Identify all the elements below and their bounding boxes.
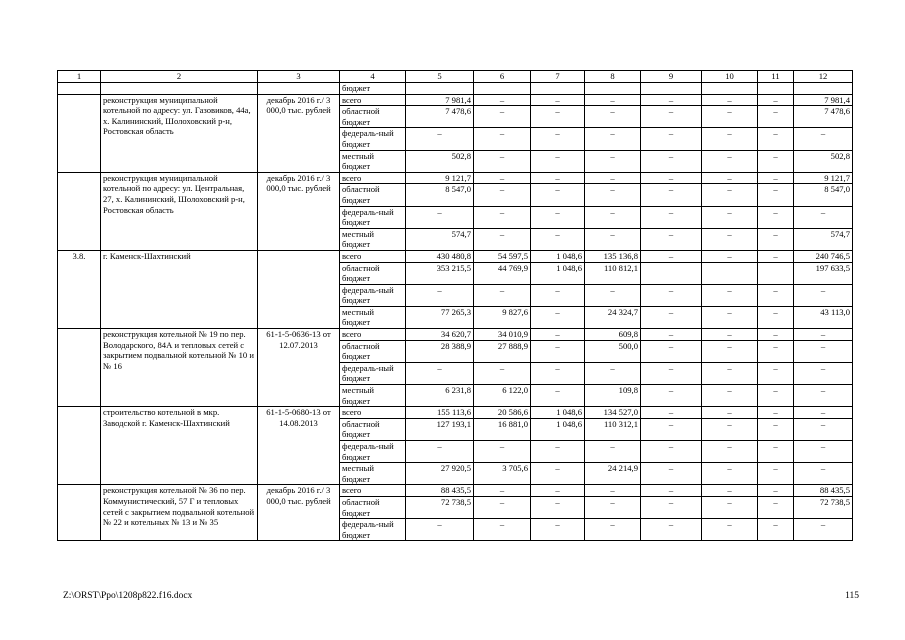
- amount-cell: –: [641, 228, 702, 250]
- amount-cell: 353 215,5: [406, 262, 474, 284]
- amount-cell: –: [641, 418, 702, 440]
- column-number-5: 5: [406, 71, 474, 83]
- amount-cell: 135 136,8: [585, 250, 641, 262]
- continuation-row: [58, 83, 853, 95]
- column-number-7: 7: [531, 71, 585, 83]
- amount-cell: 110 312,1: [585, 418, 641, 440]
- amount-cell: –: [758, 485, 794, 497]
- amount-cell: 6 231,8: [406, 385, 474, 407]
- amount-cell: –: [758, 94, 794, 106]
- amount-cell: –: [702, 385, 758, 407]
- column-number-12: 12: [794, 71, 853, 83]
- column-number-6: 6: [474, 71, 531, 83]
- amount-cell: –: [758, 150, 794, 172]
- amount-cell: –: [702, 496, 758, 518]
- amount-cell: 502,8: [794, 150, 853, 172]
- amount-cell: –: [641, 306, 702, 328]
- amount-cell: –: [758, 463, 794, 485]
- amount-cell: 88 435,5: [794, 485, 853, 497]
- amount-cell: –: [794, 329, 853, 341]
- amount-cell: –: [585, 150, 641, 172]
- amount-cell: –: [641, 284, 702, 306]
- amount-cell: –: [531, 385, 585, 407]
- amount-cell: 1 048,6: [531, 418, 585, 440]
- funding-source: всего: [340, 407, 406, 419]
- funding-source: областной бюджет: [340, 418, 406, 440]
- amount-cell: –: [531, 184, 585, 206]
- table-row: [58, 407, 853, 419]
- amount-cell: –: [474, 519, 531, 541]
- amount-cell: –: [585, 184, 641, 206]
- amount-cell: –: [474, 172, 531, 184]
- amount-cell: –: [585, 94, 641, 106]
- funding-source: местный бюджет: [340, 385, 406, 407]
- column-number-header: [58, 71, 853, 83]
- amount-cell: –: [585, 206, 641, 228]
- amount-cell: –: [474, 485, 531, 497]
- amount-cell: –: [758, 362, 794, 384]
- project-document: 61-1-5-0636-13 от 12.07.2013: [258, 329, 340, 407]
- funding-source: федераль-ный бюджет: [340, 284, 406, 306]
- page-number: 115: [845, 591, 859, 601]
- object-name: реконструкция котельной № 19 по пер. Володарского, 84А и тепловых сетей с закрытием подвальной котельной № 10 и № 16: [101, 329, 258, 407]
- amount-cell: –: [702, 94, 758, 106]
- funding-source: федераль-ный бюджет: [340, 519, 406, 541]
- amount-cell: –: [641, 385, 702, 407]
- amount-cell: 609,8: [585, 329, 641, 341]
- amount-cell: 27 920,5: [406, 463, 474, 485]
- amount-cell: –: [702, 228, 758, 250]
- amount-cell: –: [641, 519, 702, 541]
- amount-cell: –: [758, 418, 794, 440]
- amount-cell: –: [758, 206, 794, 228]
- item-number: [58, 94, 101, 172]
- amount-cell: –: [585, 128, 641, 150]
- table-row: [58, 329, 853, 341]
- amount-cell: –: [641, 172, 702, 184]
- amount-cell: –: [474, 441, 531, 463]
- amount-cell: –: [474, 150, 531, 172]
- column-number-10: 10: [702, 71, 758, 83]
- funding-source: федераль-ный бюджет: [340, 441, 406, 463]
- column-number-4: 4: [340, 71, 406, 83]
- amount-cell: 7 981,4: [406, 94, 474, 106]
- amount-cell: –: [585, 441, 641, 463]
- amount-cell: –: [585, 284, 641, 306]
- amount-cell: –: [702, 362, 758, 384]
- amount-cell: 8 547,0: [406, 184, 474, 206]
- amount-cell: 72 738,5: [794, 496, 853, 518]
- project-document: декабрь 2016 г./ 3 000,0 тыс. рублей: [258, 94, 340, 172]
- amount-cell: –: [531, 340, 585, 362]
- amount-cell: 1 048,6: [531, 262, 585, 284]
- project-document: [258, 250, 340, 328]
- amount-cell: –: [406, 284, 474, 306]
- object-name: строительство котельной в мкр. Заводской г. Каменск-Шахтинский: [101, 407, 258, 485]
- amount-cell: –: [406, 441, 474, 463]
- amount-cell: –: [531, 150, 585, 172]
- amount-cell: 72 738,5: [406, 496, 474, 518]
- amount-cell: –: [702, 441, 758, 463]
- item-number: [58, 172, 101, 250]
- amount-cell: 500,0: [585, 340, 641, 362]
- amount-cell: 34 010,9: [474, 329, 531, 341]
- item-number: 3.8.: [58, 250, 101, 328]
- amount-cell: –: [531, 496, 585, 518]
- column-number-9: 9: [641, 71, 702, 83]
- amount-cell: –: [585, 106, 641, 128]
- amount-cell: –: [794, 128, 853, 150]
- amount-cell: –: [758, 106, 794, 128]
- amount-cell: –: [641, 362, 702, 384]
- funding-source: всего: [340, 172, 406, 184]
- amount-cell: 8 547,0: [794, 184, 853, 206]
- object-name: г. Каменск-Шахтинский: [101, 250, 258, 328]
- amount-cell: –: [702, 206, 758, 228]
- amount-cell: –: [794, 519, 853, 541]
- amount-cell: [702, 262, 758, 284]
- amount-cell: –: [641, 128, 702, 150]
- amount-cell: 134 527,0: [585, 407, 641, 419]
- amount-cell: [758, 262, 794, 284]
- funding-source: всего: [340, 250, 406, 262]
- object-name: реконструкция муниципальной котельной по адресу: ул. Центральная, 27, х. Калининский, Шолоховский р-н, Ростовская область: [101, 172, 258, 250]
- amount-cell: 155 113,6: [406, 407, 474, 419]
- amount-cell: –: [758, 250, 794, 262]
- amount-cell: –: [641, 106, 702, 128]
- amount-cell: 7 478,6: [406, 106, 474, 128]
- amount-cell: –: [474, 496, 531, 518]
- amount-cell: 197 633,5: [794, 262, 853, 284]
- amount-cell: –: [702, 485, 758, 497]
- amount-cell: –: [641, 407, 702, 419]
- amount-cell: –: [531, 463, 585, 485]
- amount-cell: –: [702, 407, 758, 419]
- amount-cell: –: [474, 284, 531, 306]
- amount-cell: –: [406, 362, 474, 384]
- amount-cell: 9 121,7: [794, 172, 853, 184]
- funding-source: местный бюджет: [340, 228, 406, 250]
- amount-cell: –: [641, 340, 702, 362]
- amount-cell: –: [758, 228, 794, 250]
- amount-cell: –: [758, 172, 794, 184]
- amount-cell: 44 769,9: [474, 262, 531, 284]
- funding-source: областной бюджет: [340, 262, 406, 284]
- amount-cell: –: [702, 172, 758, 184]
- amount-cell: –: [474, 94, 531, 106]
- funding-source: местный бюджет: [340, 306, 406, 328]
- amount-cell: –: [758, 407, 794, 419]
- amount-cell: –: [641, 250, 702, 262]
- amount-cell: –: [702, 128, 758, 150]
- amount-cell: –: [641, 485, 702, 497]
- amount-cell: 88 435,5: [406, 485, 474, 497]
- amount-cell: 430 480,8: [406, 250, 474, 262]
- amount-cell: 24 214,9: [585, 463, 641, 485]
- amount-cell: –: [794, 362, 853, 384]
- amount-cell: –: [531, 228, 585, 250]
- table-row: [58, 250, 853, 262]
- table-row: [58, 172, 853, 184]
- amount-cell: 77 265,3: [406, 306, 474, 328]
- amount-cell: 574,7: [794, 228, 853, 250]
- amount-cell: –: [641, 329, 702, 341]
- amount-cell: –: [531, 94, 585, 106]
- amount-cell: 24 324,7: [585, 306, 641, 328]
- amount-cell: –: [702, 250, 758, 262]
- amount-cell: 240 746,5: [794, 250, 853, 262]
- amount-cell: –: [641, 441, 702, 463]
- amount-cell: –: [474, 228, 531, 250]
- amount-cell: 1 048,6: [531, 407, 585, 419]
- amount-cell: 110 812,1: [585, 262, 641, 284]
- item-number: [58, 329, 101, 407]
- amount-cell: 9 827,6: [474, 306, 531, 328]
- amount-cell: [641, 262, 702, 284]
- column-number-3: 3: [258, 71, 340, 83]
- amount-cell: –: [758, 340, 794, 362]
- column-number-1: 1: [58, 71, 101, 83]
- funding-source: федераль-ный бюджет: [340, 128, 406, 150]
- amount-cell: 1 048,6: [531, 250, 585, 262]
- amount-cell: –: [758, 284, 794, 306]
- amount-cell: –: [641, 463, 702, 485]
- amount-cell: –: [531, 128, 585, 150]
- table-body: [58, 71, 853, 541]
- funding-source: всего: [340, 485, 406, 497]
- amount-cell: –: [758, 385, 794, 407]
- amount-cell: –: [702, 519, 758, 541]
- amount-cell: –: [531, 106, 585, 128]
- amount-cell: 7 478,6: [794, 106, 853, 128]
- amount-cell: –: [585, 519, 641, 541]
- project-document: декабрь 2016 г./ 3 000,0 тыс. рублей: [258, 172, 340, 250]
- amount-cell: 27 888,9: [474, 340, 531, 362]
- amount-cell: –: [702, 463, 758, 485]
- amount-cell: –: [406, 206, 474, 228]
- amount-cell: –: [531, 485, 585, 497]
- funding-source: федераль-ный бюджет: [340, 206, 406, 228]
- item-number: [58, 485, 101, 541]
- amount-cell: –: [406, 128, 474, 150]
- amount-cell: –: [794, 463, 853, 485]
- amount-cell: –: [702, 284, 758, 306]
- funding-source: областной бюджет: [340, 184, 406, 206]
- funding-source: областной бюджет: [340, 106, 406, 128]
- amount-cell: –: [531, 519, 585, 541]
- amount-cell: –: [585, 172, 641, 184]
- amount-cell: –: [702, 150, 758, 172]
- object-name: реконструкция муниципальной котельной по адресу: ул. Газовиков, 44а, х. Калининский, Шолоховский р-н, Ростовская область: [101, 94, 258, 172]
- column-number-11: 11: [758, 71, 794, 83]
- amount-cell: –: [531, 306, 585, 328]
- amount-cell: –: [531, 172, 585, 184]
- amount-cell: –: [758, 306, 794, 328]
- amount-cell: –: [531, 329, 585, 341]
- amount-cell: 20 586,6: [474, 407, 531, 419]
- amount-cell: 6 122,0: [474, 385, 531, 407]
- amount-cell: –: [758, 496, 794, 518]
- amount-cell: –: [585, 362, 641, 384]
- continuation-source: бюджет: [340, 83, 406, 95]
- amount-cell: 109,8: [585, 385, 641, 407]
- funding-source: всего: [340, 94, 406, 106]
- amount-cell: 16 881,0: [474, 418, 531, 440]
- amount-cell: –: [531, 362, 585, 384]
- table-row: [58, 94, 853, 106]
- amount-cell: –: [794, 407, 853, 419]
- amount-cell: –: [758, 329, 794, 341]
- amount-cell: –: [794, 206, 853, 228]
- funding-source: местный бюджет: [340, 150, 406, 172]
- amount-cell: –: [794, 340, 853, 362]
- amount-cell: 3 705,6: [474, 463, 531, 485]
- amount-cell: 43 113,0: [794, 306, 853, 328]
- amount-cell: –: [702, 329, 758, 341]
- amount-cell: 574,7: [406, 228, 474, 250]
- amount-cell: –: [474, 184, 531, 206]
- amount-cell: –: [758, 184, 794, 206]
- file-path: Z:\ORST\Ppo\1208p822.f16.docx: [63, 591, 193, 601]
- funding-source: областной бюджет: [340, 496, 406, 518]
- object-name: реконструкция котельной № 36 по пер. Коммунистический, 57 Г и тепловых сетей с закрытием подвальной котельной № 22 и котельных № 13 и № 35: [101, 485, 258, 541]
- amount-cell: –: [702, 306, 758, 328]
- amount-cell: –: [474, 128, 531, 150]
- amount-cell: –: [758, 128, 794, 150]
- amount-cell: –: [758, 441, 794, 463]
- amount-cell: –: [794, 385, 853, 407]
- amount-cell: –: [474, 206, 531, 228]
- amount-cell: 7 981,4: [794, 94, 853, 106]
- amount-cell: 28 388,9: [406, 340, 474, 362]
- amount-cell: –: [641, 94, 702, 106]
- amount-cell: –: [702, 340, 758, 362]
- funding-source: местный бюджет: [340, 463, 406, 485]
- amount-cell: –: [794, 418, 853, 440]
- amount-cell: –: [758, 519, 794, 541]
- amount-cell: –: [794, 284, 853, 306]
- table-row: [58, 485, 853, 497]
- amount-cell: –: [794, 441, 853, 463]
- amount-cell: –: [641, 150, 702, 172]
- funding-source: федераль-ный бюджет: [340, 362, 406, 384]
- amount-cell: –: [474, 106, 531, 128]
- amount-cell: 9 121,7: [406, 172, 474, 184]
- amount-cell: –: [474, 362, 531, 384]
- amount-cell: –: [531, 284, 585, 306]
- amount-cell: 502,8: [406, 150, 474, 172]
- project-document: 61-1-5-0680-13 от 14.08.2013: [258, 407, 340, 485]
- amount-cell: –: [641, 184, 702, 206]
- amount-cell: –: [702, 106, 758, 128]
- item-number: [58, 407, 101, 485]
- amount-cell: –: [406, 519, 474, 541]
- column-number-8: 8: [585, 71, 641, 83]
- amount-cell: –: [585, 228, 641, 250]
- amount-cell: –: [531, 206, 585, 228]
- amount-cell: –: [641, 496, 702, 518]
- budget-table: [57, 70, 853, 541]
- column-number-2: 2: [101, 71, 258, 83]
- funding-source: всего: [340, 329, 406, 341]
- funding-source: областной бюджет: [340, 340, 406, 362]
- amount-cell: 34 620,7: [406, 329, 474, 341]
- amount-cell: –: [585, 485, 641, 497]
- amount-cell: –: [702, 418, 758, 440]
- amount-cell: –: [702, 184, 758, 206]
- amount-cell: 127 193,1: [406, 418, 474, 440]
- amount-cell: –: [585, 496, 641, 518]
- amount-cell: 54 597,5: [474, 250, 531, 262]
- amount-cell: –: [531, 441, 585, 463]
- amount-cell: –: [641, 206, 702, 228]
- project-document: декабрь 2016 г./ 3 000,0 тыс. рублей: [258, 485, 340, 541]
